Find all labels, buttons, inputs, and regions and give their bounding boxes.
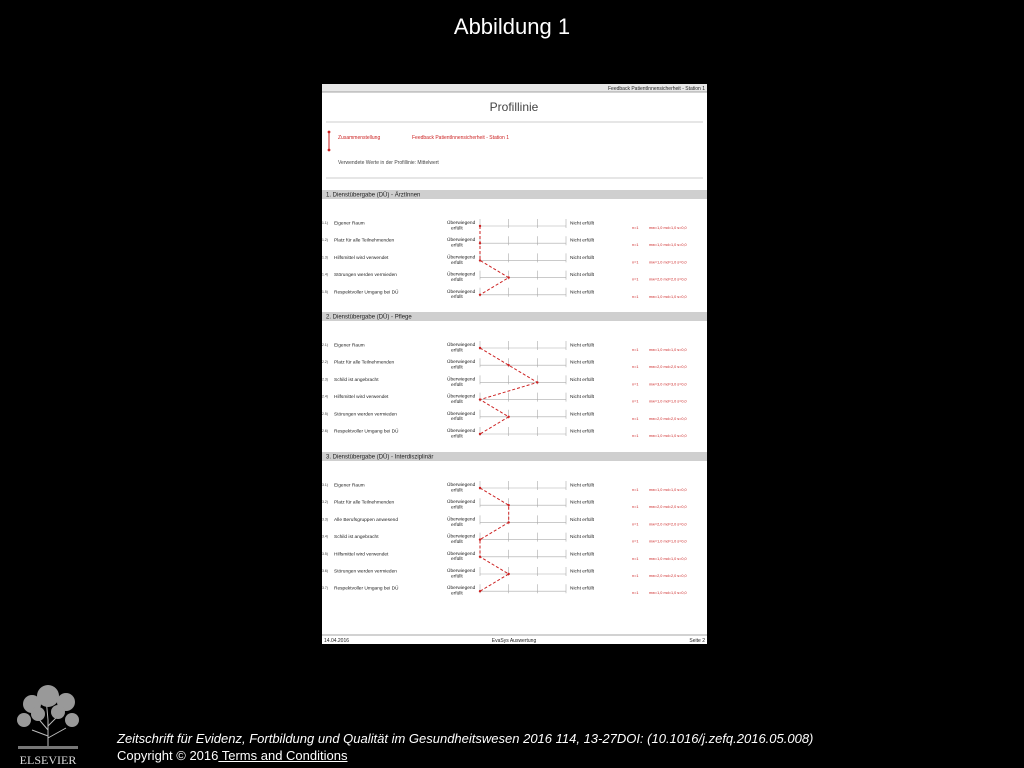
profile-row — [322, 358, 687, 370]
item-id: 1.5) — [322, 289, 328, 294]
left-anchor-label: Überwiegend — [447, 551, 476, 557]
item-n: n=1 — [632, 382, 639, 387]
item-stats: mw=1,0 md=1,0 s=0,0 — [649, 488, 687, 492]
item-n: n=1 — [632, 556, 639, 561]
item-id: 3.1) — [322, 483, 328, 487]
item-n: n=1 — [632, 574, 639, 578]
left-anchor-label-cont: erfüllt — [451, 365, 463, 371]
item-id: 1.4) — [322, 272, 328, 277]
left-anchor-label-cont: erfüllt — [451, 434, 463, 440]
item-n: n=1 — [632, 294, 639, 299]
footer-date: 14.04.2016 — [324, 638, 350, 644]
item-stats: mw=2,0 md=2,0 s=0,0 — [649, 416, 687, 421]
item-label: Eigener Raum — [334, 343, 365, 349]
terms-link[interactable]: Terms and Conditions — [218, 748, 348, 763]
left-anchor-label: Überwiegend — [447, 255, 476, 261]
right-anchor-label: Nicht erfüllt — [570, 552, 594, 558]
profile-point — [507, 416, 509, 418]
profile-row — [322, 393, 687, 405]
item-stats: mw=1,0 md=1,0 s=0,0 — [649, 556, 687, 561]
right-anchor-label: Nicht erfüllt — [570, 273, 594, 279]
item-id: 2.3) — [322, 377, 328, 382]
right-anchor-label: Nicht erfüllt — [570, 360, 594, 366]
profile-row — [322, 427, 687, 439]
right-anchor-label: Nicht erfüllt — [570, 343, 594, 349]
profile-row — [322, 288, 687, 300]
profile-point — [507, 276, 509, 278]
item-id: 2.2) — [322, 360, 328, 365]
left-anchor-label-cont: erfüllt — [451, 591, 463, 597]
item-label: Respektvoller Umgang bei DÜ — [334, 429, 399, 435]
section-1 — [322, 190, 707, 300]
section-3 — [322, 452, 707, 597]
section-2 — [322, 312, 707, 439]
right-anchor-label: Nicht erfüllt — [570, 377, 594, 383]
item-stats: mw=1,0 md=1,0 s=0,0 — [649, 591, 687, 596]
left-anchor-label: Überwiegend — [447, 569, 476, 574]
item-n: n=1 — [632, 260, 639, 265]
footer-page: Seite 2 — [689, 638, 705, 644]
item-id: 2.5) — [322, 411, 328, 416]
profile-row — [322, 515, 687, 527]
item-label: Schild ist angebracht — [334, 377, 379, 383]
item-id: 3.7) — [322, 586, 328, 591]
profile-point — [507, 521, 509, 523]
item-stats: mw=1,0 md=1,0 s=0,0 — [649, 226, 687, 230]
profile-row — [322, 533, 687, 545]
item-stats: mw=2,0 md=2,0 s=0,0 — [649, 277, 687, 282]
left-anchor-label: Überwiegend — [447, 429, 476, 434]
item-stats: mw=1,0 md=1,0 s=0,0 — [649, 539, 687, 544]
right-anchor-label: Nicht erfüllt — [570, 517, 594, 523]
legend-dot-top — [328, 131, 331, 134]
item-id: 3.6) — [322, 569, 328, 573]
profile-point — [479, 225, 481, 227]
copyright-text: Copyright © 2016 — [117, 748, 219, 763]
left-anchor-label: Überwiegend — [447, 221, 476, 226]
left-anchor-label-cont: erfüllt — [451, 260, 463, 266]
left-anchor-label-cont: erfüllt — [451, 226, 463, 232]
profile-row — [322, 410, 687, 422]
left-anchor-label-cont: erfüllt — [451, 574, 463, 580]
profile-point — [479, 259, 481, 261]
item-label: Alle Berufsgruppen anwesend — [334, 517, 399, 523]
right-anchor-label: Nicht erfüllt — [570, 238, 594, 244]
item-label: Schild ist angebracht — [334, 535, 379, 541]
left-anchor-label-cont: erfüllt — [451, 505, 463, 511]
item-stats: mw=2,0 md=2,0 s=0,0 — [649, 505, 687, 510]
right-anchor-label: Nicht erfüllt — [570, 500, 594, 506]
profile-row — [322, 236, 687, 248]
item-n: n=1 — [632, 416, 639, 421]
item-n: n=1 — [632, 365, 639, 370]
profile-point — [479, 398, 481, 400]
left-anchor-label-cont: erfüllt — [451, 295, 463, 301]
section-title: 2. Dienstübergabe (DÜ) - Pflege — [326, 314, 412, 321]
slide-title: Abbildung 1 — [453, 14, 571, 39]
item-id: 2.6) — [322, 429, 328, 433]
item-stats: mw=3,0 md=3,0 s=0,0 — [649, 382, 687, 387]
left-anchor-label: Überwiegend — [447, 360, 476, 366]
left-anchor-label: Überwiegend — [447, 343, 476, 348]
item-stats: mw=1,0 md=1,0 s=0,0 — [649, 399, 687, 404]
left-anchor-label-cont: erfüllt — [451, 488, 463, 494]
left-anchor-label-cont: erfüllt — [451, 400, 463, 405]
summary-label: Zusammenstellung — [338, 135, 381, 141]
item-stats: mw=1,0 md=1,0 s=0,0 — [649, 348, 687, 352]
item-n: n=1 — [632, 434, 639, 438]
item-n: n=1 — [632, 505, 639, 510]
item-id: 3.3) — [322, 517, 328, 522]
item-n: n=1 — [632, 399, 639, 404]
left-anchor-label: Überwiegend — [447, 377, 476, 383]
item-stats: mw=1,0 md=1,0 s=0,0 — [649, 434, 687, 438]
right-anchor-label: Nicht erfüllt — [570, 483, 594, 489]
right-anchor-label: Nicht erfüllt — [570, 395, 594, 401]
left-anchor-label: Überwiegend — [447, 586, 476, 592]
profile-point — [479, 590, 481, 592]
summary-value: Feedback PatientInnensicherheit - Station 1 — [412, 135, 510, 141]
profile-point — [507, 364, 509, 366]
profile-row — [322, 567, 687, 579]
item-label: Eigener Raum — [334, 221, 365, 227]
item-id: 1.1) — [322, 221, 328, 225]
profile-point — [479, 347, 481, 349]
item-id: 2.4) — [322, 394, 328, 399]
right-anchor-label: Nicht erfüllt — [570, 412, 594, 418]
profile-point — [479, 433, 481, 435]
profile-point — [479, 242, 481, 244]
item-label: Respektvoller Umgang bei DÜ — [334, 290, 399, 296]
elsevier-logo — [10, 680, 86, 766]
section-title: 3. Dienstübergabe (DÜ) - Interdisziplinär — [326, 454, 434, 461]
item-stats: mw=2,0 md=2,0 s=0,0 — [649, 365, 687, 370]
right-anchor-label: Nicht erfüllt — [570, 569, 594, 575]
item-id: 1.2) — [322, 238, 328, 243]
item-id: 3.5) — [322, 551, 328, 556]
profile-point — [479, 538, 481, 540]
left-anchor-label-cont: erfüllt — [451, 540, 463, 545]
right-anchor-label: Nicht erfüllt — [570, 535, 594, 541]
profile-row — [322, 271, 687, 283]
item-stats: mw=2,0 md=2,0 s=0,0 — [649, 574, 687, 578]
left-anchor-label-cont: erfüllt — [451, 522, 463, 528]
item-stats: mw=1,0 md=1,0 s=0,0 — [649, 260, 687, 265]
profile-row — [322, 481, 687, 493]
item-stats: mw=1,0 md=1,0 s=0,0 — [649, 243, 687, 248]
item-n: n=1 — [632, 348, 639, 352]
item-label: Platz für alle Teilnehmenden — [334, 500, 395, 506]
left-anchor-label: Überwiegend — [447, 411, 476, 417]
item-id: 2.1) — [322, 343, 328, 347]
item-label: Hilfsmittel wird verwendet — [334, 552, 389, 558]
left-anchor-label: Überwiegend — [447, 500, 476, 506]
profile-row — [322, 550, 687, 562]
left-anchor-label-cont: erfüllt — [451, 348, 463, 354]
profile-point — [536, 381, 538, 383]
left-anchor-label-cont: erfüllt — [451, 417, 463, 423]
right-anchor-label: Nicht erfüllt — [570, 429, 594, 435]
item-label: Störungen werden vermieden — [334, 273, 397, 279]
item-n: n=1 — [632, 591, 639, 596]
sections-layer — [322, 190, 707, 597]
right-anchor-label: Nicht erfüllt — [570, 255, 594, 261]
left-anchor-label-cont: erfüllt — [451, 557, 463, 563]
item-n: n=1 — [632, 226, 639, 230]
profile-row — [322, 584, 687, 596]
citation-text: Zeitschrift für Evidenz, Fortbildung und Qualität im Gesundheitswesen 2016 114, 13-27DOI: (10.1016/j.zefq.2016.05.008) — [117, 731, 814, 746]
doc-title: Profillinie — [489, 100, 539, 114]
item-id: 1.3) — [322, 255, 328, 260]
item-label: Hilfsmittel wird verwendet — [334, 255, 389, 261]
left-anchor-label-cont: erfüllt — [451, 278, 463, 283]
profile-point — [479, 487, 481, 489]
left-anchor-label: Überwiegend — [447, 394, 476, 400]
item-stats: mw=1,0 md=1,0 s=0,0 — [649, 294, 687, 299]
copyright-line — [117, 748, 347, 763]
values-note: Verwendete Werte in der Profillinie: Mittelwert — [338, 160, 439, 166]
left-anchor-label-cont: erfüllt — [451, 243, 463, 249]
left-anchor-label: Überwiegend — [447, 238, 476, 244]
section-title: 1. Dienstübergabe (DÜ) - ÄrztInnen — [326, 192, 421, 199]
doc-header-text: Feedback PatientInnensicherheit - Station 1 — [607, 86, 705, 92]
profile-document — [322, 84, 707, 644]
item-id: 3.2) — [322, 500, 328, 505]
right-anchor-label: Nicht erfüllt — [570, 290, 594, 296]
item-label: Störungen werden vermieden — [334, 569, 397, 575]
left-anchor-label-cont: erfüllt — [451, 382, 463, 388]
item-label: Platz für alle Teilnehmenden — [334, 360, 395, 366]
profile-row — [322, 219, 687, 231]
left-anchor-label: Überwiegend — [447, 289, 476, 295]
item-label: Hilfsmittel wird verwendet — [334, 395, 389, 401]
left-anchor-label: Überwiegend — [447, 272, 476, 278]
item-label: Eigener Raum — [334, 483, 365, 489]
profile-point — [507, 504, 509, 506]
item-id: 3.4) — [322, 534, 328, 539]
item-n: n=1 — [632, 522, 639, 527]
item-n: n=1 — [632, 277, 639, 282]
left-anchor-label: Überwiegend — [447, 517, 476, 523]
profile-point — [479, 294, 481, 296]
left-anchor-label: Überwiegend — [447, 534, 476, 540]
profile-point — [507, 573, 509, 575]
item-n: n=1 — [632, 539, 639, 544]
footer-center: EvaSys Auswertung — [491, 638, 537, 644]
item-n: n=1 — [632, 243, 639, 248]
item-n: n=1 — [632, 488, 639, 492]
item-stats: mw=2,0 md=2,0 s=0,0 — [649, 522, 687, 527]
profile-row — [322, 498, 687, 510]
logo-wordmark: ELSEVIER — [19, 753, 77, 766]
profile-point — [479, 556, 481, 558]
item-label: Platz für alle Teilnehmenden — [334, 238, 395, 244]
profile-row — [322, 375, 687, 387]
item-label: Störungen werden vermieden — [334, 412, 397, 418]
profile-chart — [322, 84, 707, 644]
right-anchor-label: Nicht erfüllt — [570, 586, 594, 592]
left-anchor-label: Überwiegend — [447, 483, 476, 488]
right-anchor-label: Nicht erfüllt — [570, 221, 594, 227]
legend-dot-bottom — [328, 149, 331, 152]
profile-row — [322, 341, 687, 353]
item-label: Respektvoller Umgang bei DÜ — [334, 586, 399, 592]
profile-row — [322, 253, 687, 265]
